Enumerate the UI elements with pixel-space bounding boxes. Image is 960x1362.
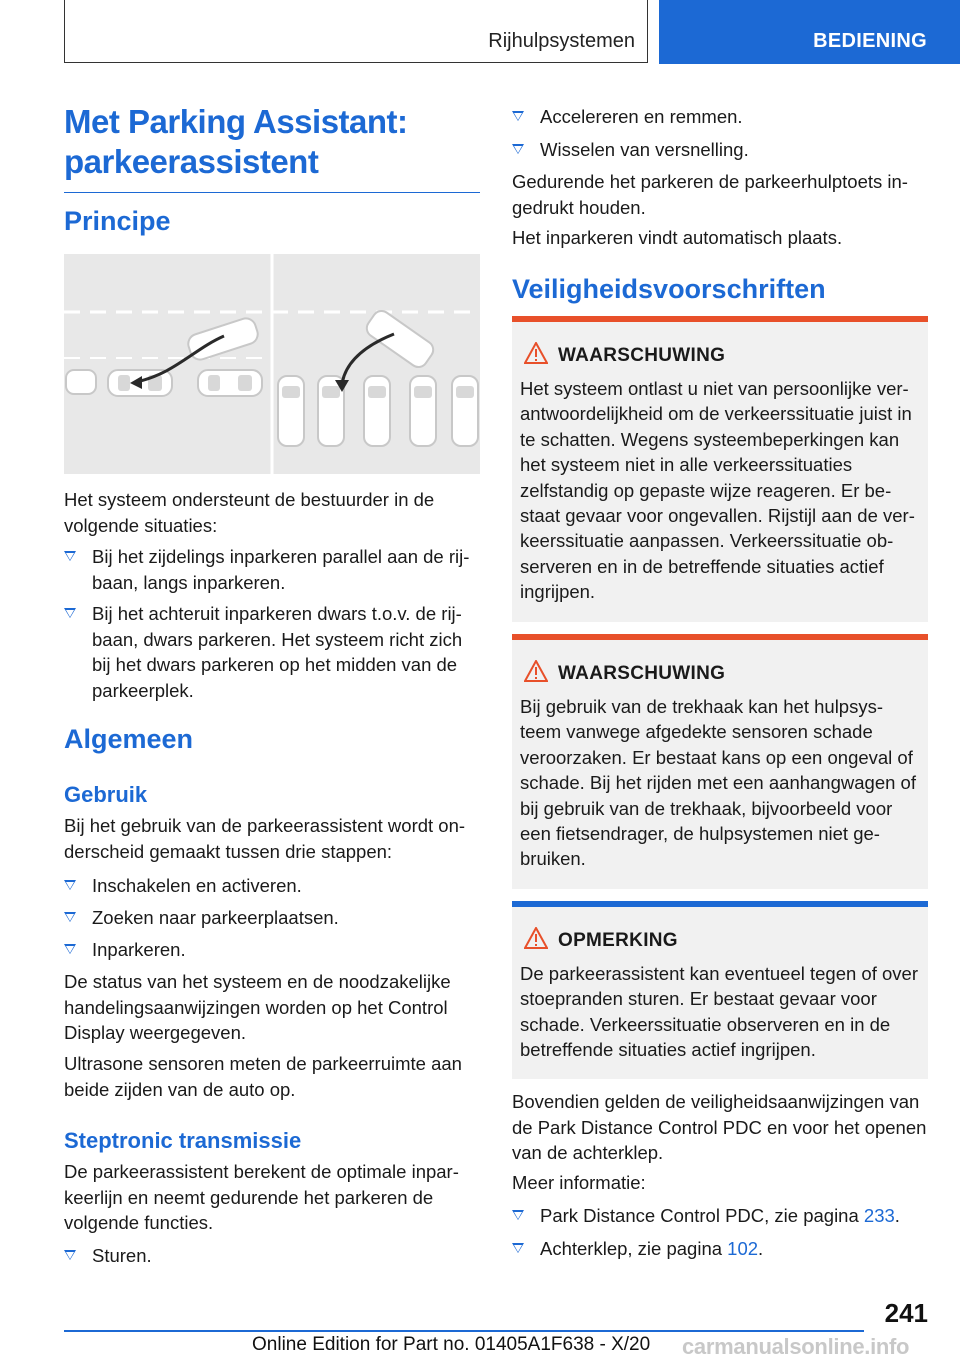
header-chapter-tab[interactable] [659,0,960,64]
bullet-arrow-icon [64,912,76,922]
bullet-arrow-icon [64,608,76,618]
notice-box-text: De parkeerassistent kan eventueel tegen of over stoepranden sturen. Er bestaat gevaar voor schade. Verkeerssituatie observeren en in de betreffende situaties actief ingrijpen. [520,963,918,1061]
warning-box-2-label: WAARSCHUWING [558,663,726,684]
link-item-pdc-end: . [894,1205,900,1226]
link-page-102[interactable]: 102 [727,1238,759,1259]
warning-box-1-bar [512,316,928,322]
auto-text: Het inparkeren vindt automatisch plaats. [512,227,843,248]
header-section-box [64,0,648,63]
gebruik-item-2-text: Zoeken naar parkeerplaatsen. [92,907,339,928]
link-page-233[interactable]: 233 [863,1205,895,1226]
steptronic-item-1 [64,1243,480,1269]
header-section-title: Rijhulpsystemen [488,30,635,52]
warning-box-2-bar [512,634,928,640]
gebruik-item-3-text: Inparkeren. [92,939,186,960]
page-title: Met Parking Assistant: parkeerassistent [64,102,480,193]
gebruik-heading: Gebruik [64,782,148,807]
principe-item-2-text: Bij het achteruit inparkeren dwars t.o.v. de rij-baan, dwars parkeren. Het systeem richt zich bij het dwars parkeren op het midden van de parkeerplek. [92,603,463,701]
principe-heading: Principe [64,206,171,236]
algemeen-heading: Algemeen [64,724,194,754]
bullet-arrow-icon [512,111,524,121]
footer-watermark: carmanualsonline.info [682,1334,910,1359]
veiligheid-heading: Veiligheidsvoorschriften [512,274,826,304]
link-item-achterklep-end: . [758,1238,764,1259]
gebruik-item-3 [64,937,480,963]
link-item-achterklep-text: Achterklep, zie pagina [540,1238,728,1259]
right-item-2-text: Wisselen van versnelling. [540,139,749,160]
bullet-arrow-icon [512,1210,524,1220]
steptronic-item-1-text: Sturen. [92,1245,152,1266]
warning-box-1-label: WAARSCHUWING [558,345,726,366]
gebruik-item-2 [64,905,480,931]
gebruik-item-1 [64,873,480,899]
footer-divider [64,1330,864,1332]
warning-box-1-text: Het systeem ontlast u niet van persoonlijke ver-antwoordelijkheid om de verkeerssituatie juist in te schatten. Wegens systeembeperkingen kan het systeem niet in alle verkeerssituaties zelfstandig op gepaste wijze reageren. Er be-staat gevaar voor ongevallen. Rijstijl aan de ver-keerssituatie aanpassen. Verkeerssituatie ob-serveren en in de betreffende situaties actief ingrijpen. [520,378,915,603]
warning-box-1 [512,316,928,622]
warning-box-2-text: Bij gebruik van de trekhaak kan het hulpsys-teem vanwege afgedekte sensoren schade veroorzaken. Er bestaat kans op een ongeval of schade. Bij het rijden met een aanhangwagen of bij gebruik van de trekhaak, bijvoorbeeld voor een fietsendrager, de hulpsystemen niet ge-bruiken. [520,696,916,870]
warning-box-2 [512,634,928,889]
bullet-arrow-icon [64,944,76,954]
steptronic-heading: Steptronic transmissie [64,1128,302,1153]
bullet-arrow-icon [64,551,76,561]
status-text: De status van het systeem en de noodzakelijke handelingsaanwijzingen worden op het Control Display weergegeven. [64,971,451,1043]
principe-item-2 [64,601,480,703]
bullet-arrow-icon [64,880,76,890]
footer-edition: Online Edition for Part no. 01405A1F638 - X/20 [252,1334,651,1355]
parking-diagram-image [64,254,480,474]
meer-info-text: Meer informatie: [512,1172,646,1193]
right-item-1 [512,104,928,130]
bullet-arrow-icon [512,1243,524,1253]
right-item-2 [512,137,928,163]
notice-box-bar [512,901,928,907]
gebruik-text: Bij het gebruik van de parkeerassistent wordt on-derscheid gemaakt tussen drie stappen: [64,815,466,862]
gebruik-item-1-text: Inschakelen en activeren. [92,875,302,896]
header-chapter-label: BEDIENING [813,30,927,52]
principe-item-1-text: Bij het zijdelings inparkeren parallel aan de rij-baan, langs inparkeren. [92,546,470,593]
principe-item-1 [64,544,480,595]
link-item-achterklep [512,1236,928,1262]
warning-triangle-icon [524,660,548,682]
right-item-1-text: Accelereren en remmen. [540,106,743,127]
link-item-pdc [512,1203,928,1229]
bullet-arrow-icon [512,144,524,154]
bullet-arrow-icon [64,1250,76,1260]
ultrasone-text: Ultrasone sensoren meten de parkeerruimte aan beide zijden van de auto op. [64,1053,462,1100]
bovendien-text: Bovendien gelden de veiligheidsaanwijzingen van de Park Distance Control PDC en voor het openen van de achterklep. [512,1091,927,1163]
notice-triangle-icon [524,927,548,949]
page-number: 241 [884,1298,928,1328]
notice-box-label: OPMERKING [558,930,678,951]
parking-illustration [64,254,480,474]
notice-box [512,901,928,1079]
warning-triangle-icon [524,342,548,364]
principe-text: Het systeem ondersteunt de bestuurder in de volgende situaties: [64,489,435,536]
hold-text: Gedurende het parkeren de parkeerhulptoets in-gedrukt houden. [512,171,908,218]
link-item-pdc-text: Park Distance Control PDC, zie pagina [540,1205,864,1226]
steptronic-text: De parkeerassistent berekent de optimale inpar-keerlijn en neemt gedurende het parkeren de volgende functies. [64,1161,459,1233]
